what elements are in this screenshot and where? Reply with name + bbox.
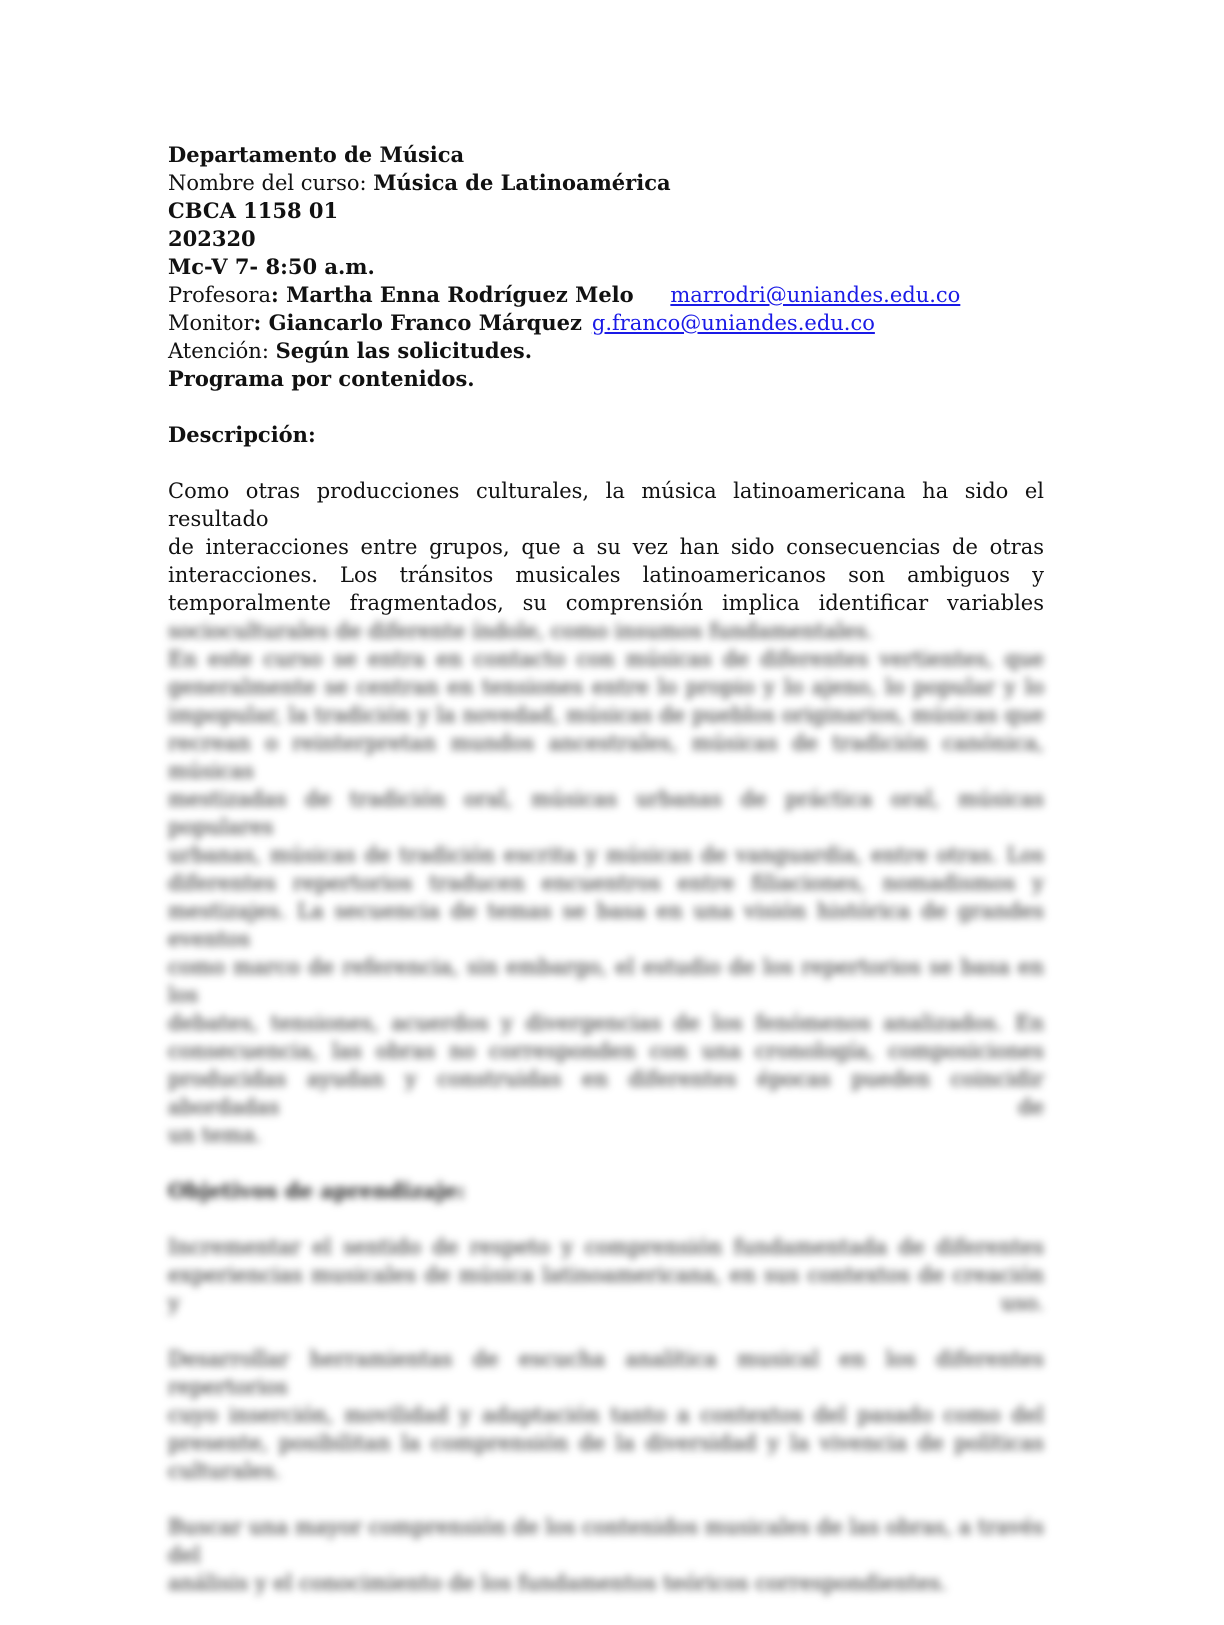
objectives-heading: Objetivos de aprendizaje: [168,1178,466,1203]
description-blurred-line: urbanas, músicas de tradición escrita y músicas de vanguardia, entre otras. Los [168,843,1044,867]
objective-item [168,1513,1044,1597]
objective-line: Buscar una mayor comprensión de los contenidos musicales de las obras, a través del [168,1515,1044,1567]
course-name: Música de Latinoamérica [373,170,671,195]
professor-label: Profesora [168,283,271,307]
professor-email-link[interactable]: marrodri@uniandes.edu.co [670,283,961,307]
description-blurred-line: diferentes repertorios traducen encuentros entre filiaciones, nomadismos y [168,871,1044,895]
description-line: temporalmente fragmentados, su comprensión implica identificar variables [168,591,1044,615]
course-code: CBCA 1158 01 [168,198,339,223]
description-blurred-line: como marco de referencia, sin embargo, el estudio de los repertorios se basa en los [168,955,1044,1007]
syllabus-page [168,141,1044,1625]
description-blurred-line: debates, tensiones, acuerdos y divergencias de los fenómenos analizados. En [168,1011,1044,1035]
professor-name: Martha Enna Rodríguez Melo [286,282,634,307]
description-blurred-line: socioculturales de diferente índole, como insumos fundamentales. [168,619,874,643]
course-term: 202320 [168,226,256,251]
description-line: interacciones. Los tránsitos musicales latinoamericanos son ambiguos y [168,563,1044,587]
description-line: Como otras producciones culturales, la música latinoamericana ha sido el resultado [168,479,1044,531]
blurred-content [168,617,1044,1597]
description-blurred-line: mestizajes. La secuencia de temas se basa en una visión histórica de grandes eventos [168,899,1044,951]
objective-item [168,1345,1044,1485]
description-blurred-line: En este curso se entra en contacto con músicas de diferentes vertientes, que [168,647,1044,671]
description-line: de interacciones entre grupos, que a su vez han sido consecuencias de otras [168,535,1044,559]
description-blurred-line: un tema. [168,1123,262,1147]
attention-line [168,337,1044,365]
monitor-line [168,309,1044,337]
objective-line: presente, posibilitan la comprensión de la diversidad y la vivencia de políticas [168,1431,1044,1455]
description-paragraph [168,477,1044,617]
objective-line: Desarrollar herramientas de escucha analítica musical en los diferentes repertorios [168,1347,1044,1399]
course-schedule: Mc-V 7- 8:50 a.m. [168,254,375,279]
description-blurred-line: consecuencia, las obras no corresponden con una cronología, composiciones [168,1039,1044,1063]
objective-line: experiencias musicales de música latinoamericana, en sus contextos de creación y uso. [168,1263,1044,1315]
description-blurred-paragraph [168,617,1044,1149]
objective-line: culturales. [168,1459,282,1483]
objective-line: cuyo inserción, movilidad y adaptación tanto a contextos del pasado como del [168,1403,1044,1427]
objective-line: Incrementar el sentido de respeto y comprensión fundamentada de diferentes [168,1235,1044,1259]
objective-line: análisis y el conocimiento de los fundamentos teóricos correspondientes. [168,1571,948,1595]
description-heading: Descripción: [168,422,316,447]
description-blurred-line: impopular, la tradición y la novedad, músicas de pueblos originarios, músicas que [168,703,1044,727]
description-blurred-line: recrean o reinterpretan mundos ancestrales, músicas de tradición canónica, músicas [168,731,1044,783]
professor-colon: : [271,282,287,307]
professor-line [168,281,1044,309]
objective-item [168,1233,1044,1317]
program-type: Programa por contenidos. [168,366,475,391]
course-label: Nombre del curso: [168,171,374,195]
monitor-colon: : [253,310,269,335]
monitor-email-link[interactable]: g.franco@uniandes.edu.co [591,311,875,335]
description-blurred-line: generalmente se centran en tensiones entre lo propio y lo ajeno, lo popular y lo [168,675,1044,699]
department-title: Departamento de Música [168,142,465,167]
attention-value: Según las solicitudes. [275,338,533,363]
monitor-label: Monitor [168,311,254,335]
course-name-line [168,169,1044,197]
attention-label: Atención: [168,339,276,363]
monitor-name: Giancarlo Franco Márquez [268,310,582,335]
description-blurred-line: mestizadas de tradición oral, músicas urbanas de práctica oral, músicas populares [168,787,1044,839]
description-blurred-line: producidas ayudan y construidas en diferentes épocas pueden coincidir abordadas de [168,1067,1044,1119]
